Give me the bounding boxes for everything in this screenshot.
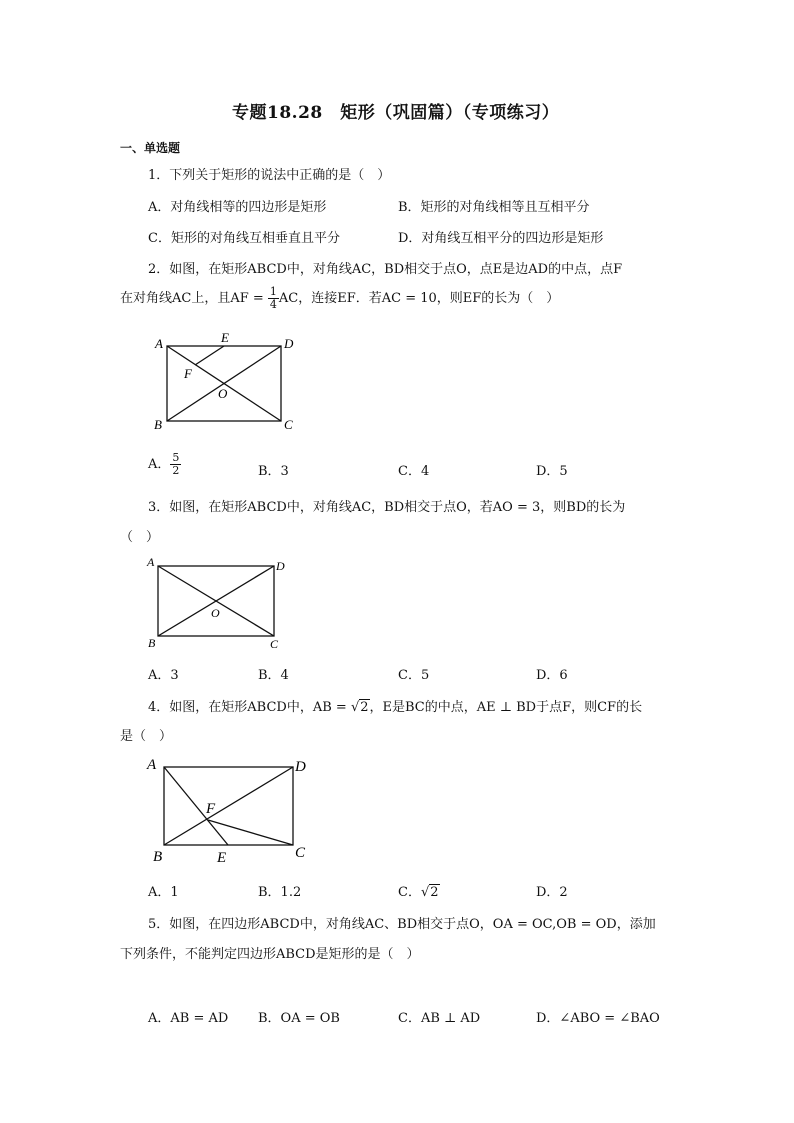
q5-stem-line2: 下列条件，不能判定四边形ABCD是矩形的是（ ） <box>120 947 420 962</box>
q4-segment-cf <box>208 820 293 845</box>
q2-stem-line1: 2．如图，在矩形ABCD中，对角线AC，BD相交于点O，点E是边AD的中点，点F <box>148 262 623 277</box>
q4-option-c-sqrt: √2 <box>420 885 439 900</box>
q2-option-a-numerator: 5 <box>172 451 180 464</box>
q4-label-c: C <box>295 845 306 861</box>
q2-segment-ef <box>195 346 224 365</box>
q4-sqrt: √2 <box>350 700 369 715</box>
q1-stem: 1．下列关于矩形的说法中正确的是（ ） <box>148 168 391 183</box>
q4-option-d: D．2 <box>536 885 568 900</box>
q4-label-b: B <box>153 849 163 865</box>
q4-sqrt-radicand: 2 <box>360 700 369 715</box>
q2-option-a-denominator: 2 <box>172 464 180 477</box>
q2-fraction <box>268 286 279 311</box>
q3-label-d: D <box>276 559 285 573</box>
section-heading: 一、单选题 <box>120 141 181 155</box>
q3-label-b: B <box>148 636 156 650</box>
q4-label-e: E <box>217 850 227 866</box>
q4-option-c-prefix: C． <box>398 885 421 900</box>
q2-option-b: B．3 <box>258 464 289 479</box>
q2-label-o: O <box>218 386 228 401</box>
q3-figure <box>142 553 297 653</box>
q2-option-a-fraction <box>170 452 181 477</box>
page-title: 专题18.28 矩形（巩固篇）（专项练习） <box>232 103 560 123</box>
q4-option-a: A．1 <box>148 885 179 900</box>
q2-option-c: C．4 <box>398 464 430 479</box>
q4-stem-line1-pre: 4．如图，在矩形ABCD中，AB = <box>148 700 351 715</box>
q2-option-a <box>148 452 181 477</box>
q4-figure <box>140 752 315 870</box>
q3-option-b: B．4 <box>258 668 289 683</box>
q2-stem-line2-pre: 在对角线AC上，且AF = <box>120 291 268 306</box>
q1-option-c: C．矩形的对角线互相垂直且平分 <box>148 231 340 246</box>
q4-diagonal-bd <box>164 767 293 845</box>
q4-segment-ae <box>164 767 228 845</box>
q2-label-a: A <box>155 336 163 351</box>
q2-label-c: C <box>284 417 293 432</box>
q5-stem-line1: 5．如图，在四边形ABCD中，对角线AC、BD相交于点O，OA = OC,OB = OD，添加 <box>148 917 656 932</box>
q3-option-a: A．3 <box>148 668 179 683</box>
q5-option-b: B．OA = OB <box>258 1011 340 1026</box>
q2-option-a-prefix: A． <box>148 457 171 472</box>
q4-stem-line1 <box>148 696 642 715</box>
q3-stem-line2: （ ） <box>120 530 160 545</box>
q3-option-d: D．6 <box>536 668 568 683</box>
q5-option-a: A．AB = AD <box>148 1011 229 1026</box>
q4-stem-line2: 是（ ） <box>120 729 173 744</box>
q3-stem-line1: 3．如图，在矩形ABCD中，对角线AC，BD相交于点O，若AO = 3，则BD的长为 <box>148 500 626 515</box>
q1-option-a: A．对角线相等的四边形是矩形 <box>148 200 327 215</box>
q4-stem-line1-post: ，E是BC的中点，AE ⊥ BD于点F，则CF的长 <box>369 700 643 715</box>
q3-label-a: A <box>147 555 155 569</box>
q2-option-d: D．5 <box>536 464 568 479</box>
q4-label-f: F <box>206 801 216 817</box>
q1-option-b: B．矩形的对角线相等且互相平分 <box>398 200 590 215</box>
q2-stem-line2-post: AC，连接EF．若AC = 10，则EF的长为（ ） <box>278 291 560 306</box>
q2-fraction-numerator: 1 <box>269 285 277 298</box>
q3-option-c: C．5 <box>398 668 430 683</box>
q5-option-d: D．∠ABO = ∠BAO <box>536 1011 660 1026</box>
q2-label-f: F <box>184 366 192 381</box>
q3-label-o: O <box>211 606 220 620</box>
q2-fraction-denominator: 4 <box>269 298 277 311</box>
q4-label-d: D <box>295 759 306 775</box>
q4-option-c <box>398 881 440 900</box>
q5-option-c: C．AB ⊥ AD <box>398 1011 481 1026</box>
q2-stem-line2 <box>120 286 559 311</box>
q2-figure <box>150 330 310 436</box>
q2-label-d: D <box>284 336 294 351</box>
q2-label-e: E <box>221 330 229 345</box>
q4-option-b: B．1.2 <box>258 885 302 900</box>
q1-option-d: D．对角线互相平分的四边形是矩形 <box>398 231 604 246</box>
q2-label-b: B <box>154 417 162 432</box>
q4-option-c-radicand: 2 <box>430 885 439 900</box>
q3-label-c: C <box>270 637 279 651</box>
q4-label-a: A <box>147 757 157 773</box>
